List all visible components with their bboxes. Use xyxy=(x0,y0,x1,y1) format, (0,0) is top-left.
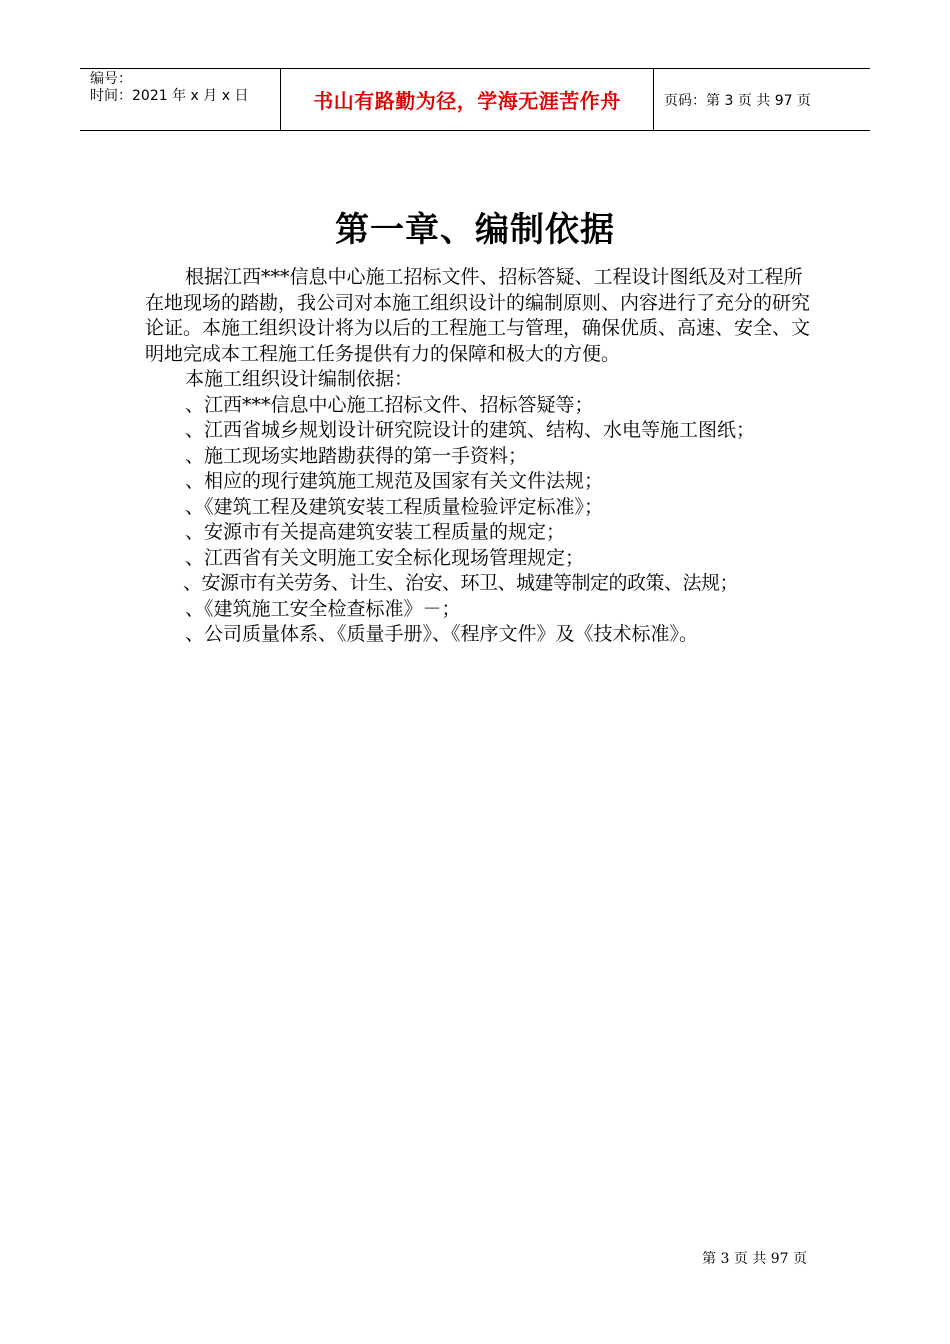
basis-item: 、江西省有关文明施工安全标化现场管理规定； xyxy=(185,546,585,569)
header-page-label: 页码：第 3 页 共 97 页 xyxy=(664,92,811,109)
basis-item: 、江西***信息中心施工招标文件、招标答疑等； xyxy=(185,393,594,416)
page-header xyxy=(80,68,870,131)
motto-text: 书山有路勤为径，学海无涯苦作舟 xyxy=(313,89,621,113)
intro-paragraph: 根据江西***信息中心施工招标文件、招标答疑、工程设计图纸及对工程所在地现场的踏勘，我公司对本施工组织设计的编制原则、内容进行了充分的研究论证。本施工组织设计将为以后的工程施工与管理，确保优质、高速、安全、文明地完成本工程施工任务提供有力的保障和极大的方便。 xyxy=(145,266,811,365)
basis-heading: 本施工组织设计编制依据： xyxy=(185,368,414,390)
header-page-cell xyxy=(654,69,870,130)
basis-item: 、相应的现行建筑施工规范及国家有关文件法规； xyxy=(185,470,604,492)
time-label: 时间：2021 年 x 月 x 日 xyxy=(90,88,249,104)
basis-item: 、安源市有关劳务、计生、治安、环卫、城建等制定的政策、法规； xyxy=(183,572,739,594)
basis-item: 、公司质量体系、《质量手册》、《程序文件》及《技术标准》。 xyxy=(185,623,699,645)
basis-item: 、江西省城乡规划设计研究院设计的建筑、结构、水电等施工图纸； xyxy=(185,419,756,441)
page-footer: 第 3 页 共 97 页 xyxy=(702,1251,807,1267)
serial-label: 编号： xyxy=(90,71,132,87)
header-motto-cell xyxy=(281,69,654,130)
basis-item: 、安源市有关提高建筑安装工程质量的规定； xyxy=(185,521,566,543)
basis-item: 、施工现场实地踏勘获得的第一手资料； xyxy=(185,444,528,467)
basis-item: 、《建筑工程及建筑安装工程质量检验评定标准》； xyxy=(185,495,604,518)
header-meta xyxy=(80,69,281,130)
chapter-title: 第一章、编制依据 xyxy=(335,210,615,250)
document-body xyxy=(145,265,810,648)
basis-item: 、《建筑施工安全检查标准》－； xyxy=(185,597,461,620)
